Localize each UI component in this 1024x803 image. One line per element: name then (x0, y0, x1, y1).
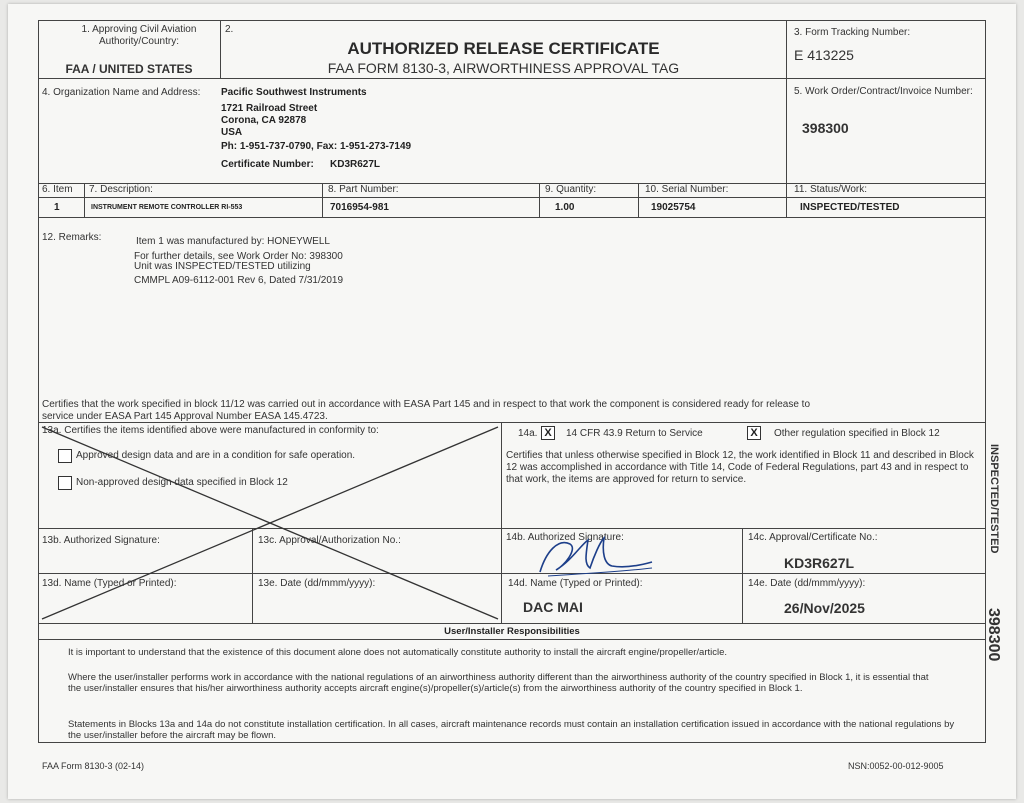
certificate-number-label: Certificate Number: (221, 159, 314, 170)
block13a-label: 13a. Certifies the items identified above were manufactured in conformity to: (42, 425, 379, 436)
block5-label: 5. Work Order/Contract/Invoice Number: (794, 86, 973, 97)
block14e-label: 14e. Date (dd/mmm/yyyy): (748, 578, 866, 589)
organization-city: Corona, CA 92878 (221, 115, 307, 126)
responsibilities-paragraph-2: Where the user/installer performs work in accordance with the national regulations of an airworthiness authority different than the airworthiness authority of the country specified in Block 1, it is essential that the user/installer ensures that his/her airworthiness authority accepts aircraft engine(s)/propeller(s)/article(s) from the airworthiness authority of the country specified in Block 1. (68, 672, 929, 694)
block3-label: 3. Form Tracking Number: (794, 27, 911, 38)
remarks-line-2: For further details, see Work Order No: 398300 (134, 251, 343, 262)
easa-certification-statement: Certifies that the work specified in block 11/12 was carried out in accordance with EASA Part 145 and in respect to that work the component is considered ready for release to service under EASA Part 145 Approval Number EASA 145.4723. (42, 399, 811, 422)
non-approved-design-checkbox[interactable] (58, 476, 72, 490)
side-status-label: INSPECTED/TESTED (988, 444, 1000, 554)
approved-design-checkbox[interactable] (58, 449, 72, 463)
item-status: INSPECTED/TESTED (800, 202, 900, 213)
block13c-label: 13c. Approval/Authorization No.: (258, 535, 401, 546)
block4-label: 4. Organization Name and Address: (42, 87, 201, 98)
remarks-line-1: Item 1 was manufactured by: HONEYWELL (136, 236, 330, 247)
form-revision: FAA Form 8130-3 (02-14) (42, 761, 145, 771)
form-subtitle: FAA FORM 8130-3, AIRWORTHINESS APPROVAL TAG (327, 60, 680, 76)
block14a-label: 14a. (518, 428, 538, 439)
non-approved-design-label: Non-approved design data specified in Block 12 (76, 477, 288, 488)
certificate-paper (8, 4, 1016, 799)
signature-date: 26/Nov/2025 (784, 600, 865, 616)
header-part-number: 8. Part Number: (328, 184, 399, 195)
approved-design-label: Approved design data and are in a condition for safe operation. (76, 450, 356, 461)
remarks-line-3: Unit was INSPECTED/TESTED utilizing (134, 261, 311, 272)
nsn-number: NSN:0052-00-012-9005 (848, 761, 944, 771)
block2-label: 2. (225, 24, 234, 35)
block1-label: 1. Approving Civil Aviation Authority/Country: (81, 24, 197, 47)
work-order-number: 398300 (802, 120, 849, 136)
certificate-number: KD3R627L (330, 159, 381, 170)
form-tracking-number: E 413225 (794, 47, 854, 63)
organization-name: Pacific Southwest Instruments (221, 87, 367, 98)
form-8130-3 (38, 20, 986, 771)
header-item: 6. Item (42, 184, 73, 195)
item-description: INSTRUMENT REMOTE CONTROLLER RI-553 (91, 204, 243, 211)
item-quantity: 1.00 (555, 202, 575, 213)
block14c-label: 14c. Approval/Certificate No.: (748, 532, 878, 543)
block13d-label: 13d. Name (Typed or Printed): (42, 578, 177, 589)
block14b-label: 14b. Authorized Signature: (506, 532, 624, 543)
block14d-label: 14d. Name (Typed or Printed): (508, 578, 643, 589)
header-serial-number: 10. Serial Number: (645, 184, 729, 195)
side-work-order-number: 398300 (985, 608, 1002, 662)
block12-label: 12. Remarks: (42, 232, 102, 243)
other-regulation-checkbox[interactable]: X (747, 426, 761, 440)
signer-name: DAC MAI (523, 599, 583, 615)
header-status-work: 11. Status/Work: (794, 184, 867, 195)
cfr-43-9-checkbox[interactable]: X (541, 426, 555, 440)
header-description: 7. Description: (89, 184, 153, 195)
block13e-label: 13e. Date (dd/mmm/yyyy): (258, 578, 376, 589)
item-number: 1 (54, 202, 60, 213)
block13b-label: 13b. Authorized Signature: (42, 535, 160, 546)
organization-phone: Ph: 1-951-737-0790, Fax: 1-951-273-7149 (221, 141, 412, 152)
item-serial-number: 19025754 (651, 202, 696, 213)
organization-country: USA (221, 127, 243, 138)
approving-authority: FAA / UNITED STATES (65, 62, 193, 76)
organization-street: 1721 Railroad Street (221, 103, 318, 114)
authorized-signature-mark (528, 532, 658, 580)
block14a-statement: Certifies that unless otherwise specified in Block 12, the work identified in Block 11 and described in Block 12 was accomplished in accordance with Title 14, Code of Federal Regulations, part 43 and in respect to that work, the items are approved for return to service. (506, 450, 974, 485)
cfr-43-9-label: 14 CFR 43.9 Return to Service (566, 428, 703, 439)
header-quantity: 9. Quantity: (545, 184, 597, 195)
responsibilities-title: User/Installer Responsibilities (444, 626, 580, 637)
form-title: AUTHORIZED RELEASE CERTIFICATE (347, 39, 660, 58)
responsibilities-paragraph-1: It is important to understand that the existence of this document alone does not automatically constitute authority to install the aircraft engine/propeller/article. (68, 647, 728, 658)
responsibilities-paragraph-3: Statements in Blocks 13a and 14a do not constitute installation certification. In all cases, aircraft maintenance records must contain an installation certification issued in accordance with the national regulations by the user/installer before the aircraft may be flown. (68, 719, 955, 741)
remarks-line-4: CMMPL A09-6112-001 Rev 6, Dated 7/31/2019 (134, 275, 344, 286)
other-regulation-label: Other regulation specified in Block 12 (774, 428, 940, 439)
item-part-number: 7016954-981 (330, 202, 389, 213)
approval-certificate-number: KD3R627L (784, 555, 855, 571)
